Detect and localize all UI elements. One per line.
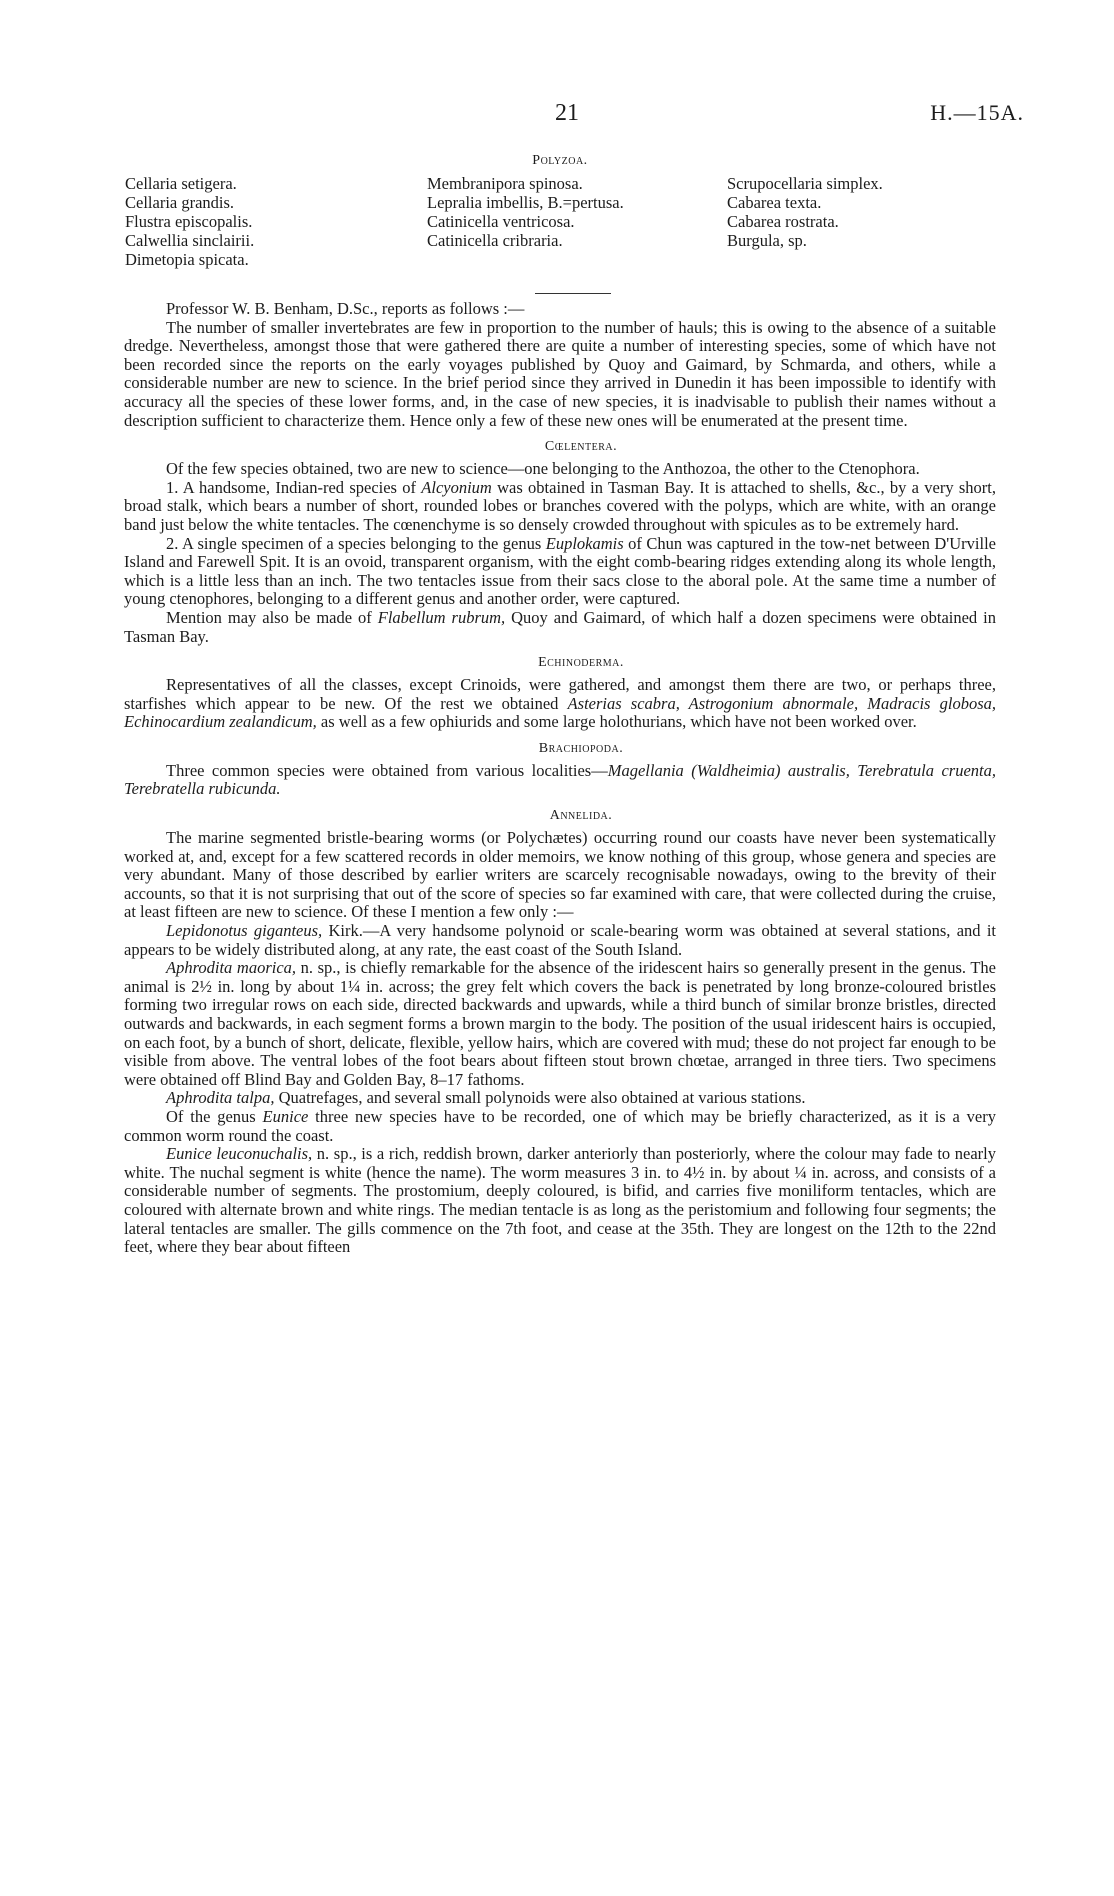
species-name: Eunice bbox=[262, 1106, 309, 1126]
page-number: 21 bbox=[555, 100, 579, 126]
annelida-paragraph-2 bbox=[124, 922, 996, 959]
echinoderma-paragraph bbox=[124, 676, 996, 732]
document-reference: H.—15A. bbox=[930, 100, 1024, 125]
species-name: Aphrodita talpa, bbox=[166, 1088, 275, 1108]
echinoderma-heading: Echinoderma. bbox=[538, 655, 624, 671]
brachiopoda-heading: Brachiopoda. bbox=[538, 740, 624, 756]
species-item: Membranipora spinosa. bbox=[427, 174, 583, 193]
polyzoa-species-columns bbox=[125, 174, 995, 269]
species-column-1 bbox=[125, 174, 427, 269]
text-run: as well as a few ophiurids and some large holothurians, which have not been worked over. bbox=[316, 712, 917, 732]
text-run: was obtained in Tasman Bay. It is attached to shells, &c., by a very short, broad stalk, which bears a number of short, rounded lobes or branches covered with the polyps, which are white, with an orange band just below the white tentacles. The cœnenchyme is so densely crowded throughout with spicules as to be extremely hard. bbox=[124, 477, 996, 534]
coelentera-paragraph-3 bbox=[124, 535, 996, 609]
species-name: Eunice leuconuchalis, bbox=[166, 1144, 313, 1164]
polyzoa-heading: Polyzoa. bbox=[532, 153, 588, 168]
annelida-paragraph-3 bbox=[124, 959, 996, 1089]
text-run: Quoy and Gaimard, of which half a dozen specimens were obtained in Tasman Bay. bbox=[124, 607, 996, 646]
annelida-heading: Annelida. bbox=[549, 808, 613, 824]
coelentera-paragraph-1: Of the few species obtained, two are new to science—one belonging to the Anthozoa, the other to the Ctenophora. bbox=[166, 459, 920, 479]
text-run: Of the genus bbox=[166, 1106, 263, 1126]
brachiopoda-paragraph bbox=[124, 762, 996, 799]
text-run: three new species have to be recorded, one of which may be briefly characterized, as it is a very common worm round the coast. bbox=[124, 1106, 996, 1145]
species-item: Cabarea texta. bbox=[727, 193, 822, 212]
species-names: Magellania (Waldheimia) australis, Terebratula cruenta, Terebratella rubicunda. bbox=[124, 760, 996, 799]
benham-paragraph: The number of smaller invertebrates are few in proportion to the number of hauls; this is owing to the absence of a suitable dredge. Nevertheless, amongst those that were gathered there are quite a number of interesting species, some of which have not been recorded since the reports on the early voyages published by Quoy and Gaimard, by Schmarda, and others, while a considerable number are new to science. In the brief period since they arrived in Dunedin it has been impossible to identify with accuracy all the species of these lower forms, and, in the case of new species, it is inadvisable to publish their names without a description sufficient to characterize them. Hence only a few of these new ones will be enumerated at the present time. bbox=[124, 317, 996, 430]
text-run: n. sp., is chiefly remarkable for the absence of the iridescent hairs so generally present in the genus. The animal is 2½ in. long by about 1¼ in. across; the grey felt which covers the back is penetrated by long bronze-coloured bristles forming two irregular rows on each side, directed backwards and upwards, while a third bunch of similar bronze bristles, directed outwards and backwards, in each segment forms a brown margin to the body. The position of the usual iridescent hairs is occupied, on each foot, by a bunch of short, delicate, flexible, yellow hairs, which are covered with mud; these do not project far enough to be visible from above. The ventral lobes of the foot bears about fifteen stout brown chœtae, arranged in three tiers. Two specimens were obtained off Blind Bay and Golden Bay, 8–17 fathoms. bbox=[124, 958, 996, 1089]
text-run: Representatives of all the classes, except Crinoids, were gathered, and amongst them there are two, or perhaps three, starfishes which appear to be new. Of the rest we obtained bbox=[124, 675, 996, 713]
species-item: Calwellia sinclairii. bbox=[125, 231, 255, 250]
text-run: of Chun was captured in the tow-net between D'Urville Island and Farewell Spit. It is an ovoid, transparent organism, with the eight comb-bearing ridges extending along its whole length, which is a little less than an inch. The two tentacles issue from their sacs close to the aboral pole. At the same time a number of young ctenophores, belonging to a different genus and another order, were captured. bbox=[124, 533, 997, 609]
species-item: Flustra episcopalis. bbox=[125, 212, 253, 231]
annelida-paragraph-1: The marine segmented bristle-bearing worms (or Polychætes) occurring round our coasts have never been systematically worked at, and, except for a few scattered records in older memoirs, we know nothing of this group, whose genera and species are very abundant. Many of those described by earlier writers are scarcely recognisable nowadays, owing to the brevity of their accounts, so that it is not surprising that out of the score of species so far examined with care, that were collected during the cruise, at least fifteen are new to science. Of these I mention a few only :— bbox=[124, 828, 996, 922]
species-name: Aphrodita maorica, bbox=[166, 958, 297, 978]
text-run: Kirk.—A very handsome polynoid or scale-bearing worm was obtained at several stations, and it appears to be widely distributed along, at any rate, the east coast of the South Island. bbox=[124, 921, 996, 959]
species-names: Asterias scabra, Astrogonium abnormale, Madracis globosa, Echinocardium zealandicum, bbox=[124, 693, 996, 732]
section-divider bbox=[535, 293, 611, 294]
annelida-paragraph-5 bbox=[124, 1108, 996, 1145]
coelentera-heading: Cœlentera. bbox=[544, 439, 618, 455]
species-item: Dimetopia spicata. bbox=[125, 250, 249, 269]
text-run: n. sp., is a rich, reddish brown, darker anteriorly than posteriorly, where the colour may fade to nearly white. The nuchal segment is white (hence the name). The worm measures 3 in. to 4½ in. by about ¼ in. across, and consists of a considerable number of segments. The prostomium, deeply coloured, is bifid, and carries five moniliform tentacles, which are coloured with alternate brown and white rings. The median tentacle is as long as the peristomium and following four segments; the lateral tentacles are smaller. The gills commence on the 7th foot, and cease at the 35th. They are longest on the 12th to the 22nd feet, where they bear about fifteen bbox=[124, 1144, 996, 1257]
species-item: Cellaria setigera. bbox=[125, 174, 237, 193]
species-name: Flabellum rubrum, bbox=[377, 607, 506, 627]
text-run: 2. A single specimen of a species belonging to the genus bbox=[166, 533, 546, 553]
species-item: Cellaria grandis. bbox=[125, 193, 235, 212]
species-item: Catinicella ventricosa. bbox=[427, 212, 575, 231]
species-name: Euplokamis bbox=[545, 533, 624, 553]
annelida-paragraph-4 bbox=[124, 1089, 996, 1108]
text-run: Mention may also be made of bbox=[166, 607, 378, 627]
species-name: Lepidonotus giganteus, bbox=[166, 921, 323, 941]
report-body bbox=[124, 300, 996, 1257]
text-run: Quatrefages, and several small polynoids were also obtained at various stations. bbox=[274, 1088, 806, 1108]
species-item: Burgula, sp. bbox=[727, 231, 807, 250]
polyzoa-section bbox=[125, 152, 995, 269]
benham-intro: Professor W. B. Benham, D.Sc., reports as follows :— bbox=[166, 299, 525, 318]
species-column-3 bbox=[727, 174, 987, 269]
annelida-paragraph-6 bbox=[124, 1145, 996, 1257]
species-column-2 bbox=[427, 174, 727, 269]
text-run: 1. A handsome, Indian-red species of bbox=[166, 477, 422, 497]
coelentera-paragraph-4 bbox=[124, 609, 996, 646]
coelentera-paragraph-2 bbox=[124, 479, 996, 535]
species-item: Catinicella cribraria. bbox=[427, 231, 563, 250]
species-name: Alcyonium bbox=[421, 477, 492, 497]
species-item: Lepralia imbellis, B.=pertusa. bbox=[427, 193, 624, 212]
species-item: Scrupocellaria simplex. bbox=[727, 174, 883, 193]
species-item: Cabarea rostrata. bbox=[727, 212, 839, 231]
text-run: Three common species were obtained from various localities— bbox=[166, 760, 608, 780]
